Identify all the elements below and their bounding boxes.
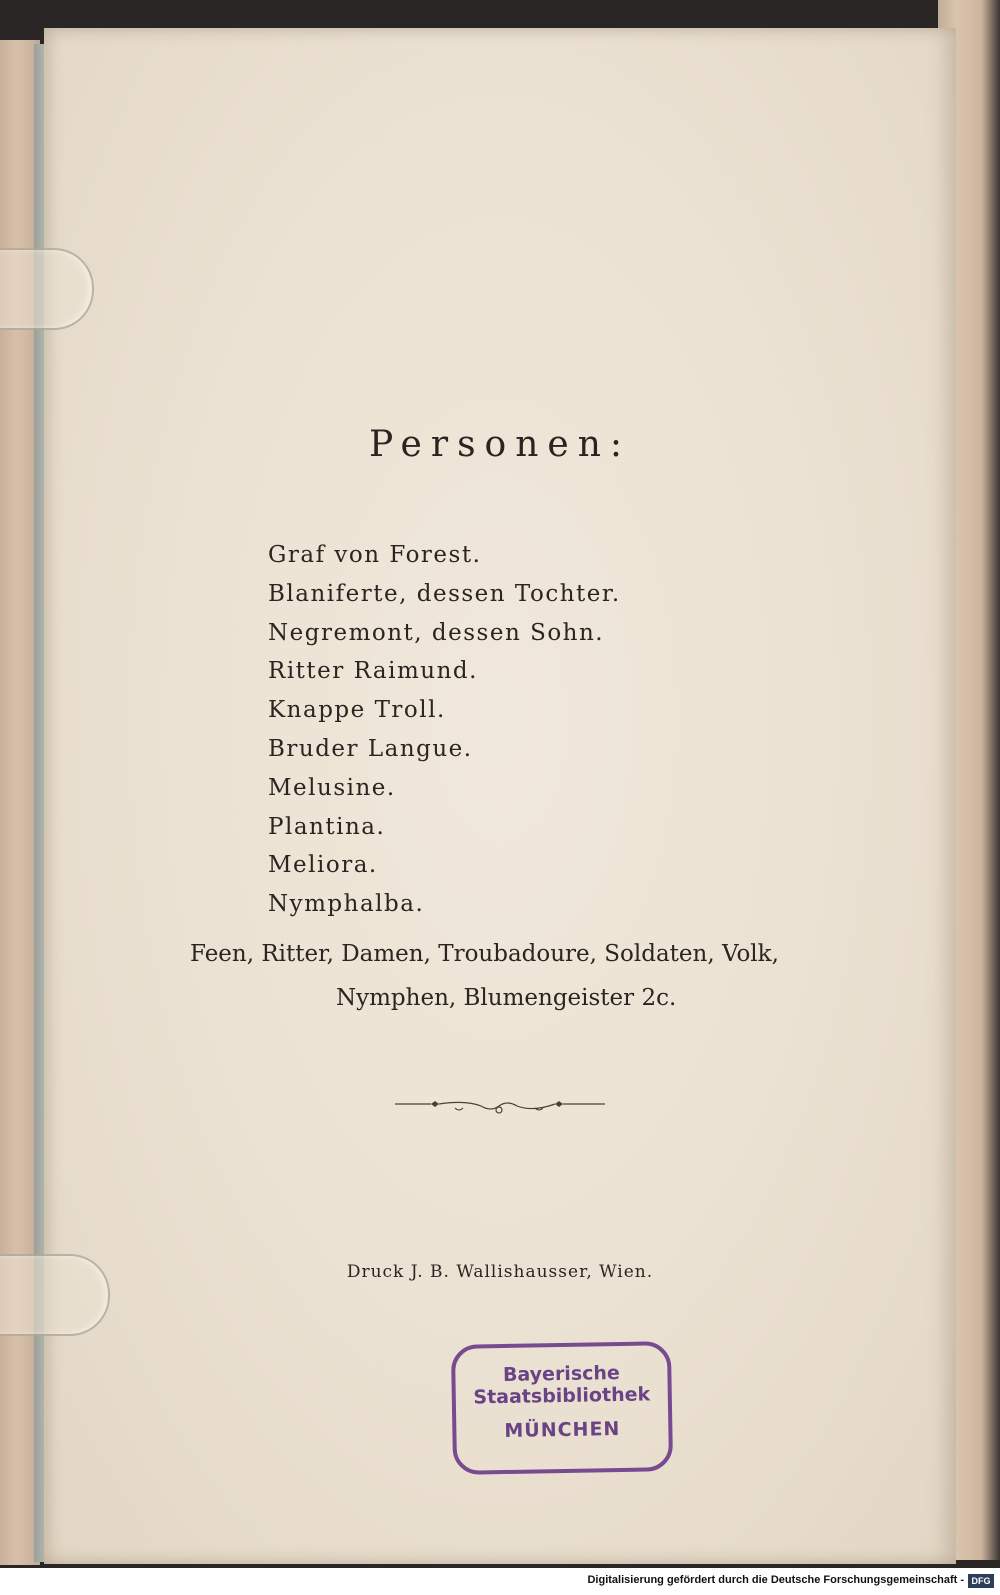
cast-item: Melusine.	[268, 774, 396, 801]
printer-imprint: Druck J. B. Wallishausser, Wien.	[346, 1262, 654, 1282]
cast-item: Ritter Raimund.	[268, 658, 478, 685]
cast-item: Nymphalba.	[268, 891, 425, 918]
page-clip-top	[0, 248, 94, 330]
cast-item: Bruder Langue.	[268, 735, 473, 762]
ornament-divider-icon	[395, 1094, 605, 1118]
cast-item: Meliora.	[268, 852, 378, 879]
ensemble-line-1: Feen, Ritter, Damen, Troubadoure, Soldaten, Volk,	[190, 941, 779, 967]
stamp-line-1: Bayerische	[502, 1361, 621, 1387]
page-heading: Personen:	[368, 424, 632, 465]
dfg-logo-icon: DFG	[968, 1574, 994, 1588]
cast-item: Plantina.	[268, 813, 386, 840]
ensemble-line-2: Nymphen, Blumengeister 2c.	[336, 985, 677, 1011]
library-stamp	[451, 1341, 673, 1475]
ensemble-text	[190, 932, 830, 1020]
cast-item: Knappe Troll.	[268, 697, 446, 724]
cast-list	[268, 536, 621, 924]
footer-credit: Digitalisierung gefördert durch die Deutsche Forschungsgemeinschaft -	[587, 1574, 964, 1586]
stamp-line-2: Staatsbibliothek	[473, 1383, 651, 1409]
stamp-line-3: MÜNCHEN	[504, 1417, 621, 1443]
digitization-footer	[0, 1568, 1000, 1595]
cast-item: Graf von Forest.	[268, 542, 482, 568]
cast-item: Blaniferte, dessen Tochter.	[268, 580, 621, 607]
cast-item: Negremont, dessen Sohn.	[268, 619, 605, 646]
